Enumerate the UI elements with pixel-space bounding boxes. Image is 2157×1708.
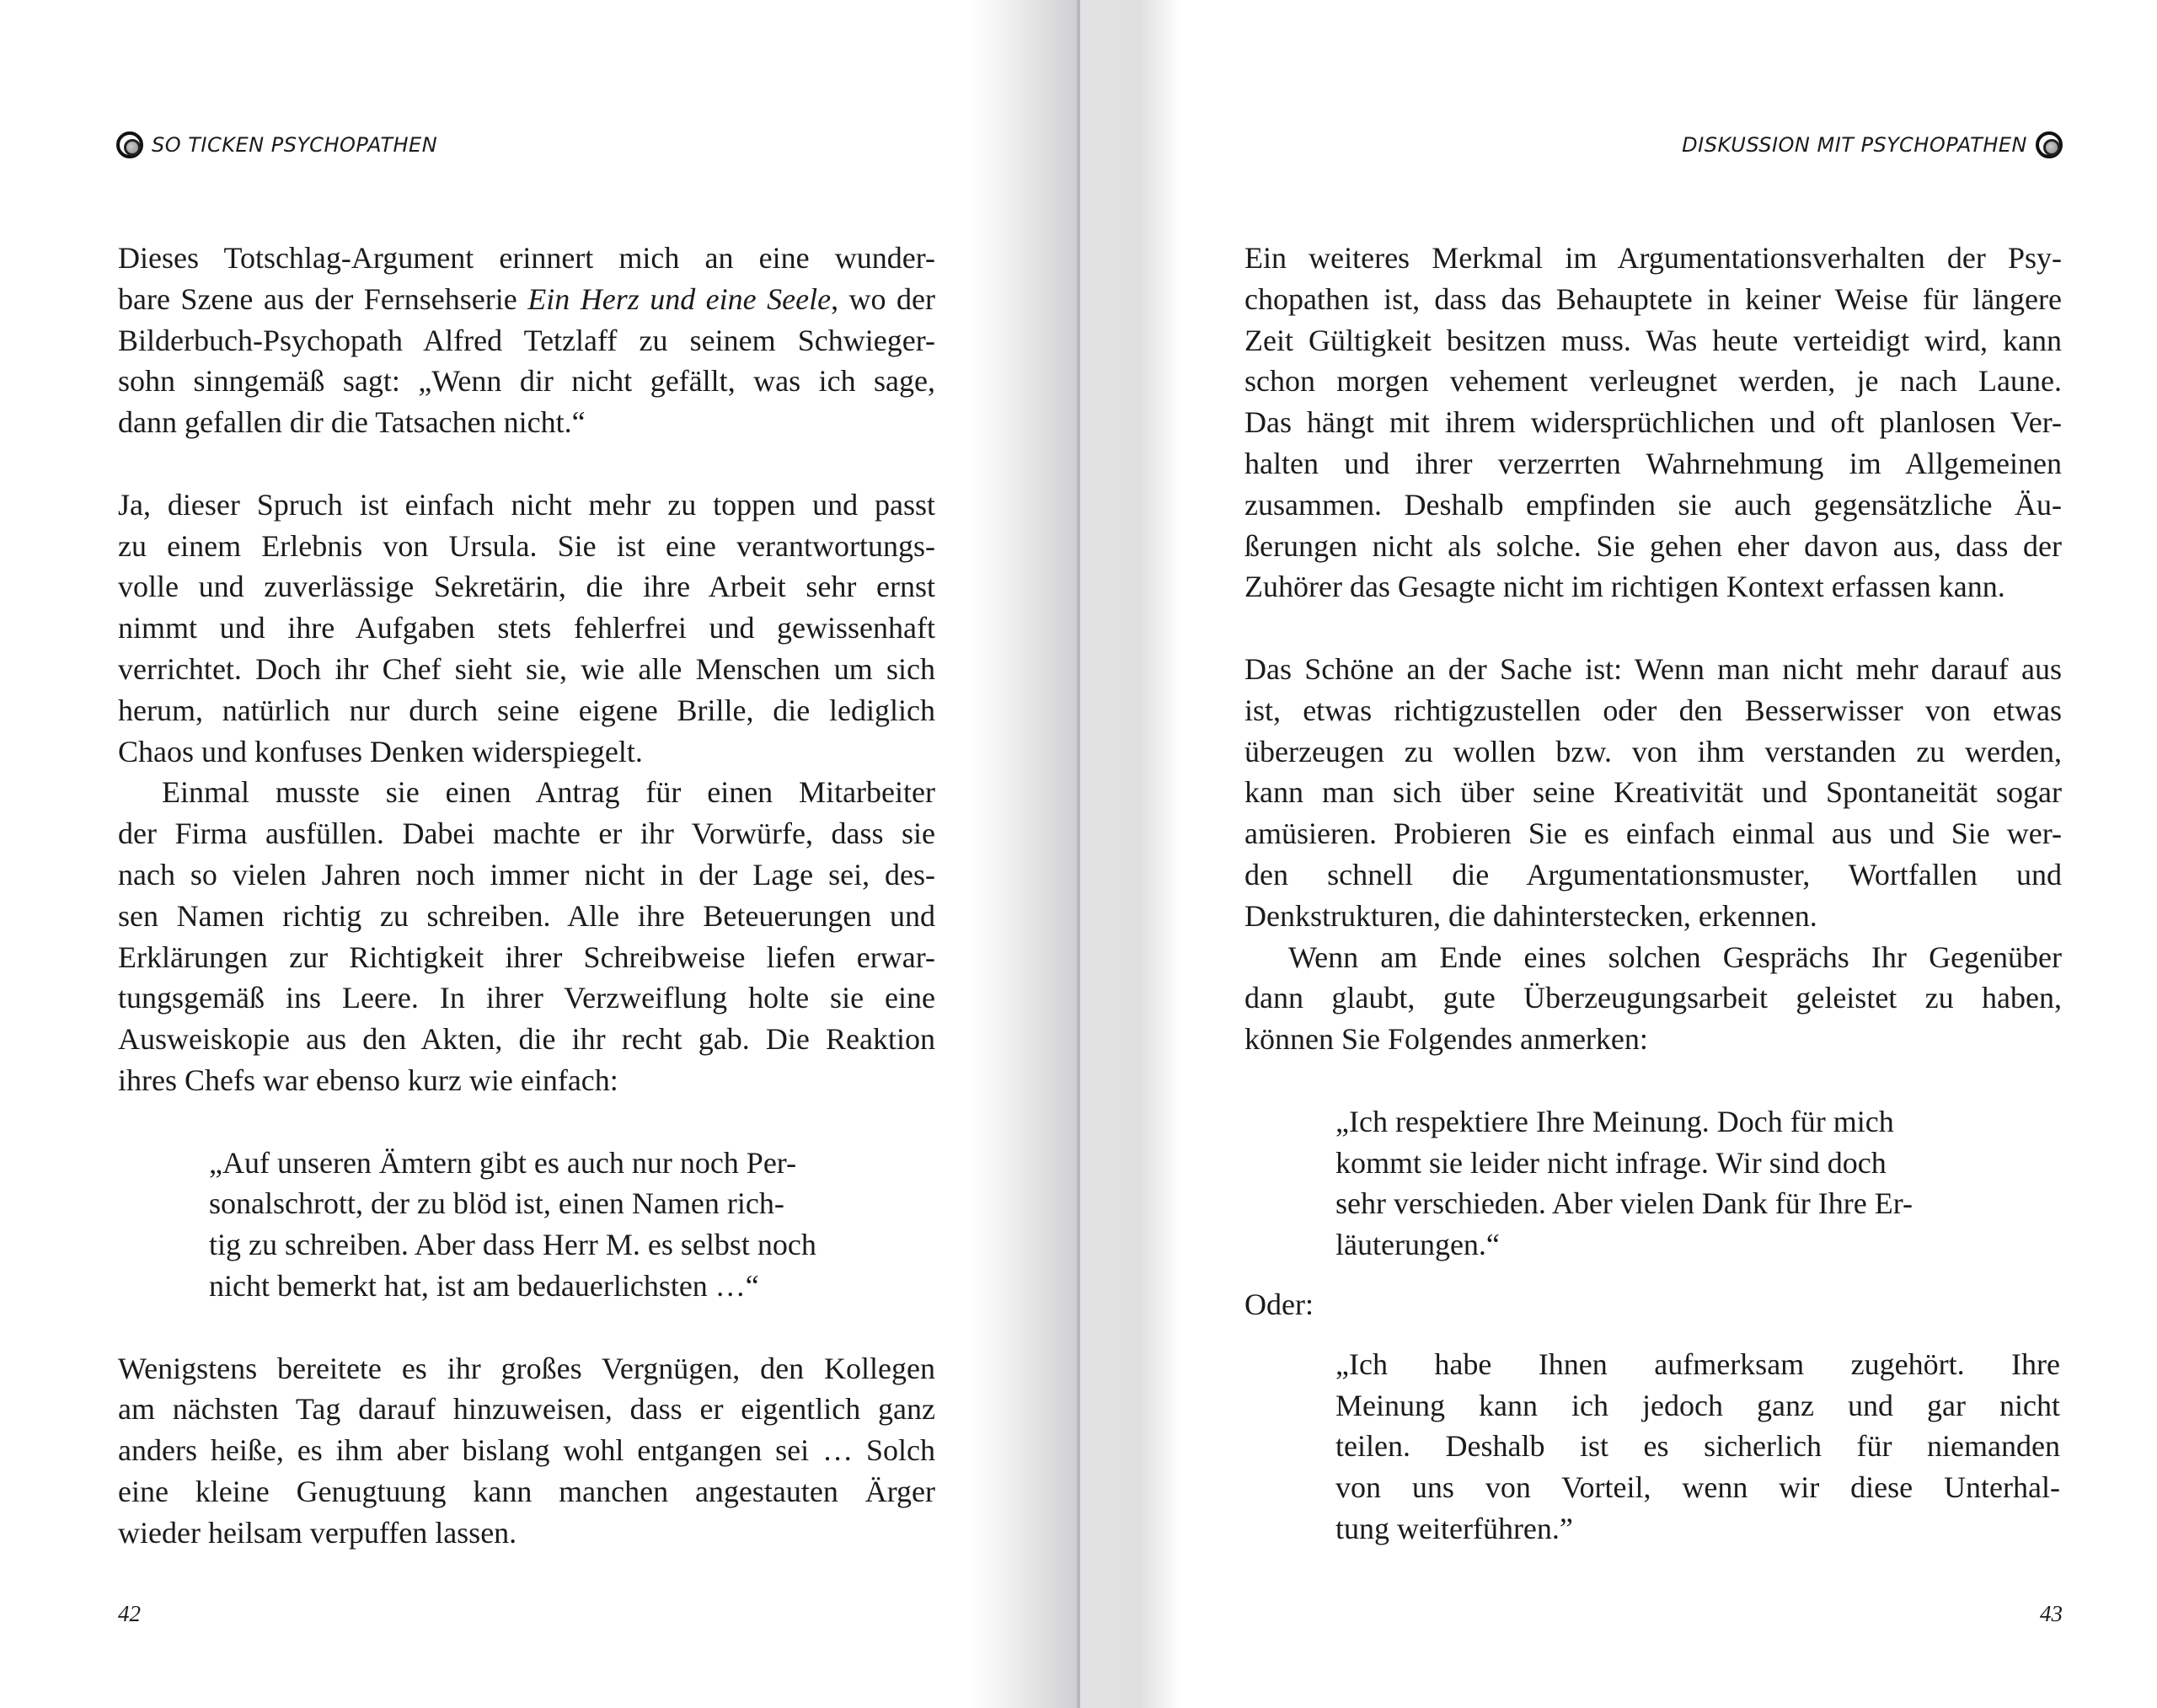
text-line [118,896,935,937]
text-line [1244,361,2062,402]
text-segment: sonalschrott, der zu blöd ist, einen Namen rich- [209,1186,784,1221]
text-segment: Zeit Gültigkeit besitzen muss. Was heute verteidigt wird, kann [1244,323,2062,357]
text-segment: nimmt und ihre Aufgaben stets fehlerfrei und gewissenhaft [118,611,935,645]
text-segment: zusammen. Deshalb empfinden sie auch gegensätzliche Äu- [1244,487,2062,522]
text-line [209,1224,934,1266]
text-line [1244,279,2062,320]
header-title: DISKUSSION MIT PSYCHOPATHEN [1682,133,2027,157]
text-segment: tungsgemäß ins Leere. In ihrer Verzweiflung holte sie eine [118,981,935,1015]
paragraph [1244,937,2062,1060]
text-segment: ist, etwas richtigzustellen oder den Besserwisser von etwas [1244,693,2062,727]
text-segment: den schnell die Argumentationsmuster, Wortfallen und [1244,857,2062,891]
text-segment: Meinung kann ich jedoch ganz und gar nicht [1335,1388,2060,1422]
text-segment: volle und zuverlässige Sekretärin, die ihre Arbeit sehr ernst [118,570,935,604]
text-line [209,1183,934,1224]
text-segment: Ausweiskopie aus den Akten, die ihr recht gab. Die Reaktion [118,1022,935,1057]
text-line [1335,1467,2060,1508]
text-segment: teilen. Deshalb ist es sicherlich für niemanden [1335,1429,2060,1464]
text-line [1244,1284,2062,1325]
text-segment: anders heiße, es ihm aber bislang wohl entgangen sei … Solch [118,1433,935,1468]
text-segment: Das Schöne an der Sache ist: Wenn man nicht mehr darauf aus [1244,651,2062,686]
paragraph [118,238,935,443]
text-line [1335,1426,2060,1467]
text-segment: Oder: [1244,1287,1314,1321]
text-line [118,1430,935,1471]
text-label [1244,1284,2062,1325]
paragraph [118,1348,935,1554]
text-segment: überzeugen zu wollen bzw. von ihm verstanden zu werden, [1244,734,2062,768]
text-line [118,566,935,608]
text-line [118,649,935,690]
text-segment: Chaos und konfuses Denken widerspiegelt. [118,734,643,768]
text-line [1244,443,2062,485]
text-segment: verrichtet. Doch ihr Chef sieht sie, wie alle Menschen um sich [118,651,935,686]
running-header-left [116,130,437,160]
text-segment: ihres Chefs war ebenso kurz wie einfach: [118,1063,618,1097]
running-header-right [1682,130,2063,160]
text-segment: wieder heilsam verpuffen lassen. [118,1515,517,1550]
text-segment: dann gefallen dir die Tatsachen nicht.“ [118,405,586,440]
book-gutter-shadow-right [1080,0,1181,1708]
text-segment: kommt sie leider nicht infrage. Wir sind doch [1335,1145,1887,1180]
text-segment: bare Szene aus der Fernsehserie [118,281,528,316]
text-line [1244,238,2062,279]
text-line [1244,690,2062,731]
text-segment: Das hängt mit ihrem widersprüchlichen und oft planlosen Ver- [1244,405,2062,440]
paragraph [1244,238,2062,608]
text-line [118,279,935,320]
text-line [1244,485,2062,526]
text-line [118,854,935,896]
text-line [1335,1344,2060,1385]
text-segment: Bilderbuch-Psychopath Alfred Tetzlaff zu seinem Schwieger- [118,323,935,357]
text-line [118,813,935,854]
text-line [1244,1019,2062,1060]
book-gutter-shadow-left [969,0,1078,1708]
text-segment: läuterungen.“ [1335,1228,1500,1262]
text-segment: sehr verschieden. Aber vielen Dank für Ihre Er- [1335,1186,1913,1221]
text-line [118,1471,935,1513]
paragraph [118,772,935,1100]
text-segment: der Firma ausfüllen. Dabei machte er ihr Vorwürfe, dass sie [118,817,935,851]
text-line [1335,1224,2060,1266]
text-line [118,485,935,526]
text-segment: können Sie Folgendes anmerken: [1244,1022,1648,1057]
text-segment: sohn sinngemäß sagt: „Wenn dir nicht gefällt, was ich sage, [118,364,935,399]
text-segment: Wenigstens bereitete es ihr großes Vergnügen, den Kollegen [118,1351,935,1385]
text-line [209,1143,934,1184]
text-line [118,731,935,773]
text-line [118,977,935,1019]
text-segment: Erklärungen zur Richtigkeit ihrer Schreibweise liefen erwar- [118,940,935,974]
text-segment: nach so vielen Jahren noch immer nicht in der Lage sei, des- [118,857,935,891]
italic-title: Ein Herz und eine Seele [527,281,832,316]
text-line [1244,649,2062,690]
block-quote [1244,1344,2060,1550]
text-line [118,361,935,402]
text-line [1244,937,2062,978]
text-segment: Wenn am Ende eines solchen Gesprächs Ihr Gegenüber [1288,940,2062,974]
text-segment: „Auf unseren Ämtern gibt es auch nur noch Per- [209,1145,797,1180]
text-line [1244,320,2062,361]
text-line [1244,566,2062,608]
text-segment: dann glaubt, gute Überzeugungsarbeit geleistet zu haben, [1244,981,2062,1015]
text-line [1244,526,2062,567]
text-line [118,320,935,361]
text-line [1335,1508,2060,1550]
text-segment: halten und ihrer verzerrten Wahrnehmung im Allgemeinen [1244,446,2062,480]
text-line [1335,1101,2060,1143]
text-segment: „Ich respektiere Ihre Meinung. Doch für mich [1335,1104,1894,1138]
text-segment: ßerungen nicht als solche. Sie gehen eher davon aus, dass der [1244,528,2062,563]
spiral-logo-icon [116,131,143,158]
text-segment: Dieses Totschlag-Argument erinnert mich an eine wunder- [118,241,935,275]
text-segment: herum, natürlich nur durch seine eigene Brille, die lediglich [118,693,935,727]
text-line [118,1060,935,1101]
text-line [1244,772,2062,813]
text-segment: Ja, dieser Spruch ist einfach nicht mehr zu toppen und passt [118,487,935,522]
paragraph [1244,649,2062,937]
text-line [1244,813,2062,854]
text-segment: chopathen ist, dass das Behauptete in keiner Weise für längere [1244,281,2062,316]
text-line [1335,1183,2060,1224]
text-line [118,772,935,813]
text-line [118,690,935,731]
text-segment: schon morgen vehement verleugnet werden, je nach Laune. [1244,364,2062,399]
text-line [118,526,935,567]
text-segment: kann man sich über seine Kreativität und Spontaneität sogar [1244,775,2062,810]
text-line [209,1266,934,1307]
text-segment: eine kleine Genugtuung kann manchen angestauten Ärger [118,1474,935,1508]
text-segment: sen Namen richtig zu schreiben. Alle ihre Beteuerungen und [118,898,935,933]
block-quote [1244,1101,2060,1266]
text-line [1244,402,2062,443]
left-page-body [118,238,935,1554]
text-line [118,1019,935,1060]
text-segment: Einmal musste sie einen Antrag für einen Mitarbeiter [162,775,935,810]
text-segment: Ein weiteres Merkmal im Argumentationsverhalten der Psy- [1244,241,2062,275]
text-line [1244,977,2062,1019]
text-line [118,1389,935,1430]
text-line [1335,1143,2060,1184]
block-quote [118,1143,934,1307]
text-line [118,937,935,978]
page-number: 42 [118,1601,141,1626]
text-line [118,238,935,279]
text-segment: Zuhörer das Gesagte nicht im richtigen Kontext erfassen kann. [1244,570,2005,604]
page-number: 43 [2040,1601,2063,1626]
text-line [1244,896,2062,937]
text-segment: von uns von Vorteil, wenn wir diese Unterhal- [1335,1470,2060,1505]
text-segment: tung weiterführen.” [1335,1511,1573,1545]
text-line [1335,1385,2060,1427]
text-segment: am nächsten Tag darauf hinzuweisen, dass er eigentlich ganz [118,1392,935,1427]
right-page-body [1244,238,2062,1550]
text-segment: zu einem Erlebnis von Ursula. Sie ist eine verantwortungs- [118,528,935,563]
text-line [118,402,935,443]
text-line [1244,854,2062,896]
text-line [118,608,935,649]
text-line [118,1513,935,1554]
text-segment: amüsieren. Probieren Sie es einfach einmal aus und Sie wer- [1244,817,2062,851]
text-segment: , wo der [831,281,935,316]
spiral-logo-icon [2036,131,2063,158]
text-line [1244,731,2062,773]
text-line [118,1348,935,1389]
text-segment: Denkstrukturen, die dahinterstecken, erkennen. [1244,898,1817,933]
paragraph [118,485,935,773]
text-segment: tig zu schreiben. Aber dass Herr M. es selbst noch [209,1228,816,1262]
header-title: SO TICKEN PSYCHOPATHEN [152,133,438,157]
text-segment: nicht bemerkt hat, ist am bedauerlichsten …“ [209,1268,759,1303]
text-segment: „Ich habe Ihnen aufmerksam zugehört. Ihre [1335,1347,2060,1381]
